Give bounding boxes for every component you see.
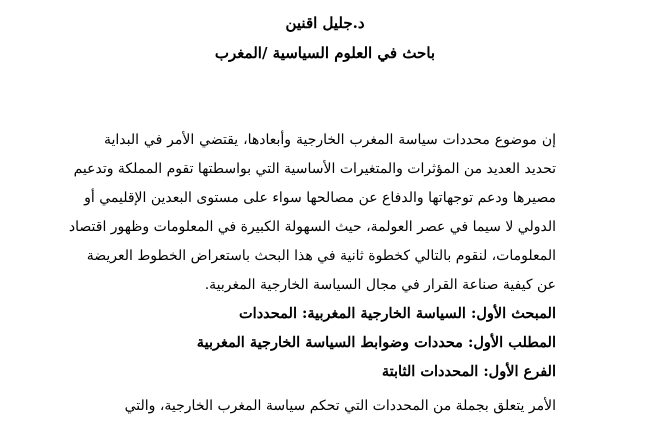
paragraph-line: مصيرها ودعم توجهاتها والدفاع عن مصالحها سواء على مستوى البعدين الإقليمي أو (84, 190, 556, 206)
paragraph-line: الدولي لا سيما في عصر العولمة، حيث السهولة الكبيرة في المعلومات وظهور اقتصاد (68, 219, 556, 235)
body-line: الأمر يتعلق بجملة من المحددات التي تحكم سياسة المغرب الخارجية، والتي (124, 398, 556, 414)
paragraph-line: إن موضوع محددات سياسة المغرب الخارجية وأبعادها، يقتضي الأمر في البداية (104, 132, 556, 148)
author-name: د.جليل اقنين (285, 14, 365, 32)
paragraph-line: عن كيفية صناعة القرار في مجال السياسة الخارجية المغربية. (204, 277, 556, 293)
paragraph-line: تحديد العديد من المؤثرات والمتغيرات الأساسية التي بواسطتها تقوم المملكة وتدعيم (73, 161, 556, 177)
subsection-heading: المطلب الأول: محددات وضوابط السياسة الخارجية المغربية (196, 334, 556, 351)
paragraph-line: المعلومات، لنقوم بالتالي كخطوة ثانية في هذا البحث باستعراض الخطوط العريضة (86, 248, 556, 264)
branch-heading: الفرع الأول: المحددات الثابتة (381, 363, 556, 380)
author-affiliation: باحث في العلوم السياسية /المغرب (214, 44, 436, 62)
section-heading: المبحث الأول: السياسة الخارجية المغربية: المحددات (239, 305, 556, 322)
